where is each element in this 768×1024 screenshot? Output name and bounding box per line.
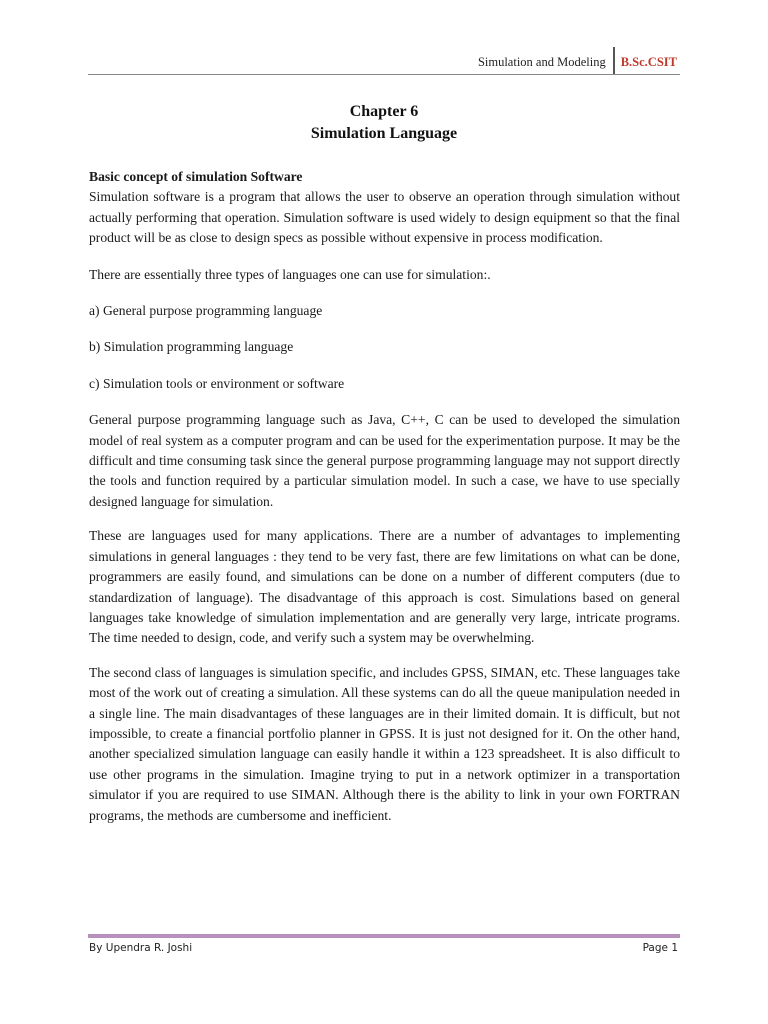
type-item-simulation-programming: b) Simulation programming language [89,339,294,355]
footer-rule [88,934,680,938]
chapter-number: Chapter 6 [349,103,419,120]
header-program-label: B.Sc.CSIT [620,54,677,69]
running-header [478,49,677,75]
header-course-title: Simulation and Modeling [477,54,606,69]
intro-paragraph: Simulation software is a program that allows the user to observe an operation through simulation without actually performing that operation. Simulation software is used widely to design equipment so that the final product will be as close to design specs as possible without expensive in process modification. [89,189,680,246]
chapter-title: Simulation Language [310,125,458,142]
chapter-title-block [88,101,680,145]
footer-author: By Upendra R. Joshi [89,942,193,954]
page-footer [89,942,678,954]
header-rule [88,74,680,75]
type-item-general-purpose: a) General purpose programming language [89,303,323,319]
section-heading: Basic concept of simulation Software [89,169,303,184]
advantages-paragraph: These are languages used for many applications. There are a number of advantages to implementing simulations in general languages : they tend to be very fast, there are few limitations on what can be done, programmers are easily found, and simulations can be done on a number of different computers (due to standardization of language). The disadvantage of this approach is cost. Simulations based on general languages take knowledge of simulation implementation and are generally very large, intricate programs. The time needed to design, code, and verify such a system may be overwhelming. [89,528,680,646]
footer-page-number: Page 1 [642,942,678,954]
general-purpose-paragraph: General purpose programming language such as Java, C++, C can be used to developed the simulation model of real system as a computer program and can be used for the experimentation purpose. It may be the difficult and time consuming task since the general purpose programming language may not support directly the tools and function required by a particular simulation model. In such a case, we have to use specially designed language for simulation. [89,412,680,509]
types-intro-paragraph: There are essentially three types of languages one can use for simulation:. [89,266,491,282]
body-content [89,167,680,826]
simulation-specific-paragraph: The second class of languages is simulation specific, and includes GPSS, SIMAN, etc. These languages take most of the work out of creating a simulation. All these systems can do all the queue manipulation needed in a single line. The main disadvantages of these languages are in their limited domain. It is difficult, but not impossible, to create a financial portfolio planner in GPSS. It is just not designed for it. On the other hand, another specialized simulation language can easily handle it within a 123 spreadsheet. It is also difficult to use other programs in the simulation. Imagine trying to put in a network optimizer in a transportation simulator if you are required to use SIMAN. Although there is the ability to link in your own FORTRAN programs, the methods are cumbersome and inefficient. [89,664,680,823]
type-item-simulation-tools: c) Simulation tools or environment or software [89,375,345,391]
